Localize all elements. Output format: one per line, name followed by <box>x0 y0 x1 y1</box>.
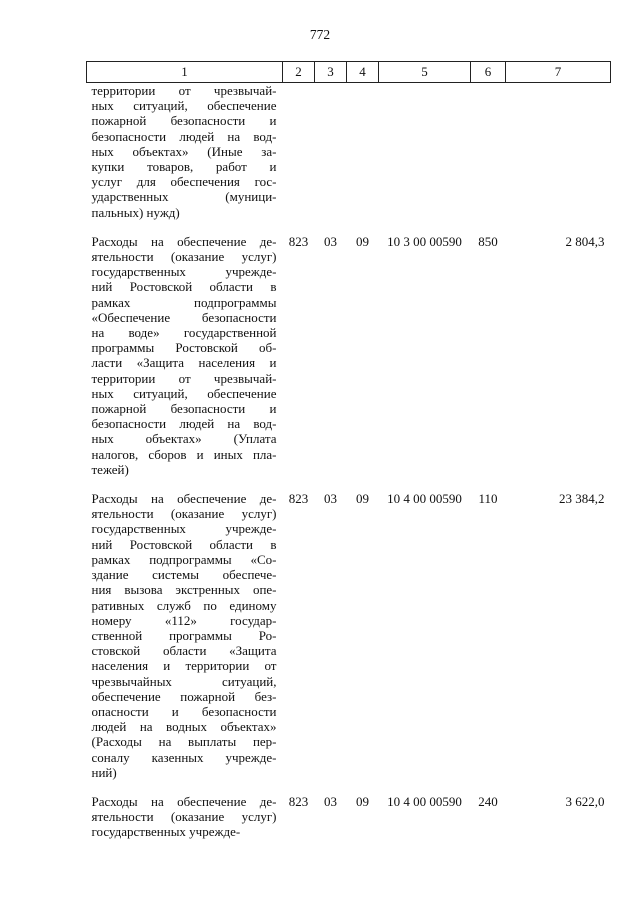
amount: 23 384,2 <box>559 491 605 507</box>
amount <box>506 83 611 220</box>
expense-description <box>87 83 283 220</box>
description-line: ных ситуаций, обеспечение <box>91 385 277 401</box>
table-row <box>87 234 611 477</box>
table-header-row <box>87 62 611 83</box>
budget-table <box>86 61 611 840</box>
expense-type-code <box>471 83 506 220</box>
ministry-code: 823 <box>288 793 309 809</box>
ministry-code: 823 <box>288 233 309 249</box>
description-line: «Обеспечение безопасности <box>91 309 277 325</box>
page-number: 772 <box>309 27 331 42</box>
description-line: ных объектах» (Уплата <box>91 431 277 447</box>
description-line: (Расходы на выплаты пер- <box>91 734 277 750</box>
description-line: ний) <box>91 764 117 780</box>
column-header: 4 <box>347 62 379 83</box>
description-line: ных ситуаций, обеспечение <box>91 98 277 114</box>
expense-description <box>87 794 283 840</box>
section-code <box>315 83 347 220</box>
description-line: рамках подпрограммы «Со- <box>91 551 277 567</box>
description-line: обеспечение пожарной без- <box>91 688 277 704</box>
row-spacer-cell <box>87 780 611 794</box>
section-code: 03 <box>324 491 337 507</box>
description-line: номеру «112» государ- <box>91 612 277 628</box>
row-spacer-cell <box>87 477 611 491</box>
description-line: программы Ростовской об- <box>91 340 277 356</box>
amount: 3 622,0 <box>565 793 605 809</box>
description-line: безопасности людей на вод- <box>91 128 277 144</box>
column-header: 3 <box>315 62 347 83</box>
subsection-code: 09 <box>356 233 369 249</box>
description-line: ративных служб по единому <box>91 597 277 613</box>
row-spacer-cell <box>87 220 611 234</box>
ministry-code: 823 <box>288 491 309 507</box>
description-line: ний Ростовской области в <box>91 536 277 552</box>
target-article-code: 10 3 00 00590 <box>387 233 462 249</box>
target-article-code: 10 4 00 00590 <box>387 491 462 507</box>
description-line: государственных учрежде- <box>91 521 277 537</box>
target-article-code: 10 4 00 00590 <box>387 793 462 809</box>
description-line: налогов, сборов и иных пла- <box>91 446 277 462</box>
subsection-code <box>347 83 379 220</box>
column-header: 2 <box>283 62 315 83</box>
description-line: ятельности (оказание услуг) <box>91 249 277 265</box>
description-line: безопасности людей на вод- <box>91 416 277 432</box>
description-line: ударственных (муници- <box>91 189 277 205</box>
table-row <box>87 83 611 220</box>
description-line: пальных) нужд) <box>91 204 180 220</box>
section-code: 03 <box>324 233 337 249</box>
description-line: услуг для обеспечения гос- <box>91 174 277 190</box>
table-row <box>87 794 611 840</box>
section-code: 03 <box>324 793 337 809</box>
description-line: Расходы на обеспечение де- <box>91 793 277 809</box>
description-line: пожарной безопасности и <box>91 401 277 417</box>
description-line: рамках подпрограммы <box>91 294 277 310</box>
row-spacer <box>87 780 611 794</box>
description-line: государственных учрежде- <box>91 824 241 840</box>
description-line: людей на водных объектах» <box>91 719 277 735</box>
description-line: ятельности (оказание услуг) <box>91 809 277 825</box>
subsection-code: 09 <box>356 491 369 507</box>
description-line: пожарной безопасности и <box>91 113 277 129</box>
description-line: Расходы на обеспечение де- <box>91 491 277 507</box>
description-line: территории от чрезвычай- <box>91 370 277 386</box>
table-row <box>87 491 611 780</box>
description-line: государственных учрежде- <box>91 264 277 280</box>
column-header: 1 <box>87 62 283 83</box>
description-line: опасности и безопасности <box>91 703 277 719</box>
description-line: ных объектах» (Иные за- <box>91 143 277 159</box>
column-header: 5 <box>379 62 471 83</box>
column-header: 6 <box>471 62 506 83</box>
row-spacer <box>87 220 611 234</box>
target-article-code <box>379 83 471 220</box>
description-line: на воде» государственной <box>91 325 277 341</box>
description-line: ственной программы Ро- <box>91 627 277 643</box>
description-line: территории от чрезвычай- <box>91 83 277 98</box>
description-line: ния вызова экстренных опе- <box>91 582 277 598</box>
description-line: тежей) <box>91 461 129 477</box>
description-line: Расходы на обеспечение де- <box>91 233 277 249</box>
expense-description <box>87 234 283 477</box>
subsection-code: 09 <box>356 793 369 809</box>
row-spacer <box>87 477 611 491</box>
expense-type-code: 110 <box>478 491 498 507</box>
description-line: купки товаров, работ и <box>91 159 277 175</box>
description-line: ласти «Защита населения и <box>91 355 277 371</box>
expense-type-code: 240 <box>478 793 498 809</box>
description-line: соналу казенных учрежде- <box>91 749 277 765</box>
description-line: населения и территории от <box>91 658 277 674</box>
expense-description <box>87 491 283 780</box>
description-line: ний Ростовской области в <box>91 279 277 295</box>
amount: 2 804,3 <box>565 233 605 249</box>
ministry-code <box>283 83 315 220</box>
description-line: ятельности (оказание услуг) <box>91 506 277 522</box>
table-body <box>87 83 611 840</box>
description-line: чрезвычайных ситуаций, <box>91 673 277 689</box>
expense-type-code: 850 <box>478 233 498 249</box>
column-header: 7 <box>506 62 611 83</box>
description-line: здание системы обеспече- <box>91 567 277 583</box>
description-line: стовской области «Защита <box>91 643 277 659</box>
